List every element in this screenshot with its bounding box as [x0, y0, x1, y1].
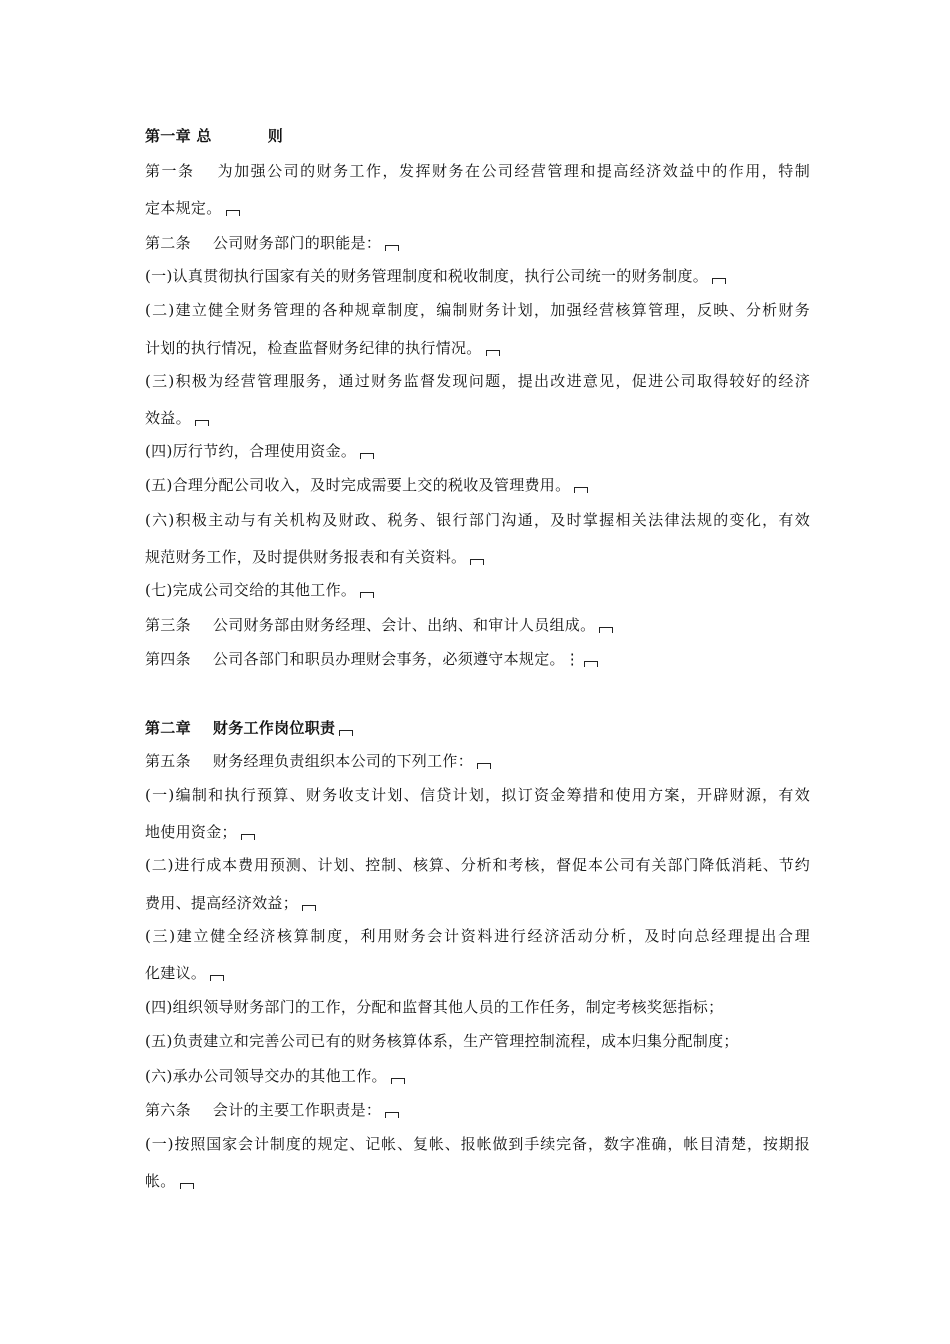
manager-duty-1-text: (一)编制和执行预算、财务收支计划、信贷计划，拟订资金筹措和使用方案，开辟财源，有效	[145, 786, 810, 804]
paragraph-mark-icon	[180, 1183, 194, 1189]
chapter-1-title-part1: 第一章 总	[145, 127, 212, 145]
manager-duty-2-text: (二)进行成本费用预测、计划、控制、核算、分析和考核，督促本公司有关部门降低消耗、节约	[145, 856, 810, 874]
manager-duty-2-text-cont: 费用、提高经济效益；	[145, 894, 299, 912]
paragraph-mark-icon	[195, 420, 209, 426]
accountant-duty-1-line-1	[145, 1134, 810, 1154]
accountant-duty-1-text-cont: 帐。	[145, 1172, 176, 1190]
chapter-1-heading	[145, 126, 810, 146]
duty-item-3-line-2	[145, 408, 810, 428]
article-5-label: 第五条	[145, 752, 191, 770]
article-1-text: 为加强公司的财务工作，发挥财务在公司经营管理和提高经济效益中的作用，特制	[216, 162, 810, 180]
paragraph-mark-icon	[226, 210, 240, 216]
article-1-label: 第一条	[145, 162, 195, 180]
manager-duty-1-line-1	[145, 785, 810, 805]
duty-item-4-text: (四)厉行节约，合理使用资金。	[145, 442, 357, 460]
paragraph-mark-icon	[385, 1112, 399, 1118]
manager-duty-4	[145, 997, 810, 1017]
chapter-2-heading	[145, 718, 810, 738]
paragraph-mark-icon	[599, 627, 613, 633]
manager-duty-3-line-1	[145, 926, 810, 946]
article-2	[145, 233, 810, 253]
paragraph-mark-icon	[302, 905, 316, 911]
paragraph-mark-icon	[477, 763, 491, 769]
article-5-text: 财务经理负责组织本公司的下列工作：	[212, 752, 474, 770]
duty-item-1-text: (一)认真贯彻执行国家有关的财务管理制度和税收制度，执行公司统一的财务制度。	[145, 267, 709, 285]
accountant-duty-1-text: (一)按照国家会计制度的规定、记帐、复帐、报帐做到手续完备，数字准确，帐目清楚，按期报	[145, 1135, 810, 1153]
article-3-label: 第三条	[145, 616, 191, 634]
manager-duty-2-line-2	[145, 893, 810, 913]
article-2-text: 公司财务部门的职能是：	[212, 234, 382, 252]
paragraph-mark-icon	[391, 1078, 405, 1084]
duty-item-6-line-2	[145, 547, 810, 567]
manager-duty-6-text: (六)承办公司领导交办的其他工作。	[145, 1067, 387, 1085]
duty-item-6-line-1	[145, 510, 810, 530]
duty-item-3-text-cont: 效益。	[145, 409, 191, 427]
duty-item-3-line-1	[145, 371, 810, 391]
paragraph-mark-icon	[339, 730, 353, 736]
article-5	[145, 751, 810, 771]
duty-item-3-text: (三)积极为经营管理服务，通过财务监督发现问题，提出改进意见，促进公司取得较好的经济	[145, 372, 810, 390]
article-4	[145, 649, 810, 669]
paragraph-mark-icon	[486, 350, 500, 356]
article-4-text: 公司各部门和职员办理财会事务，必须遵守本规定。⋮	[212, 650, 581, 668]
manager-duty-6	[145, 1066, 810, 1086]
paragraph-mark-icon	[584, 661, 598, 667]
manager-duty-3-text: (三)建立健全经济核算制度，利用财务会计资料进行经济活动分析，及时向总经理提出合理	[145, 927, 810, 945]
article-6-text: 会计的主要工作职责是：	[212, 1101, 382, 1119]
article-1-line-2	[145, 198, 810, 218]
article-6	[145, 1100, 810, 1120]
duty-item-2-line-2	[145, 338, 810, 358]
manager-duty-5	[145, 1031, 810, 1051]
paragraph-mark-icon	[360, 592, 374, 598]
article-3-text: 公司财务部由财务经理、会计、出纳、和审计人员组成。	[212, 616, 596, 634]
manager-duty-2-line-1	[145, 855, 810, 875]
article-6-label: 第六条	[145, 1101, 191, 1119]
article-3	[145, 615, 810, 635]
paragraph-mark-icon	[574, 487, 588, 493]
duty-item-4	[145, 441, 810, 461]
manager-duty-5-text: (五)负责建立和完善公司已有的财务核算体系，生产管理控制流程，成本归集分配制度；	[145, 1032, 739, 1050]
duty-item-5-text: (五)合理分配公司收入，及时完成需要上交的税收及管理费用。	[145, 476, 571, 494]
paragraph-mark-icon	[470, 559, 484, 565]
duty-item-1	[145, 266, 810, 286]
manager-duty-4-text: (四)组织领导财务部门的工作，分配和监督其他人员的工作任务，制定考核奖惩指标；	[145, 998, 724, 1016]
article-4-label: 第四条	[145, 650, 191, 668]
duty-item-7	[145, 580, 810, 600]
manager-duty-1-text-cont: 地使用资金；	[145, 823, 237, 841]
article-1-line-1	[145, 161, 810, 181]
duty-item-5	[145, 475, 810, 495]
manager-duty-3-line-2	[145, 963, 810, 983]
duty-item-7-text: (七)完成公司交给的其他工作。	[145, 581, 357, 599]
article-1-text-cont: 定本规定。	[145, 199, 222, 217]
paragraph-mark-icon	[360, 453, 374, 459]
article-2-label: 第二条	[145, 234, 191, 252]
duty-item-6-text: (六)积极主动与有关机构及财政、税务、银行部门沟通，及时掌握相关法律法规的变化，有效	[145, 511, 810, 529]
duty-item-6-text-cont: 规范财务工作，及时提供财务报表和有关资料。	[145, 548, 467, 566]
chapter-2-title-part2: 财务工作岗位职责	[212, 719, 336, 737]
manager-duty-3-text-cont: 化建议。	[145, 964, 207, 982]
paragraph-mark-icon	[241, 834, 255, 840]
chapter-1-title-part2: 则	[267, 127, 284, 145]
duty-item-2-line-1	[145, 300, 810, 320]
paragraph-mark-icon	[210, 975, 224, 981]
accountant-duty-1-line-2	[145, 1171, 810, 1191]
duty-item-2-text-cont: 计划的执行情况，检查监督财务纪律的执行情况。	[145, 339, 482, 357]
paragraph-mark-icon	[385, 245, 399, 251]
manager-duty-1-line-2	[145, 822, 810, 842]
duty-item-2-text: (二)建立健全财务管理的各种规章制度，编制财务计划，加强经营核算管理，反映、分析财务	[145, 301, 810, 319]
paragraph-mark-icon	[712, 278, 726, 284]
chapter-2-title-part1: 第二章	[145, 719, 191, 737]
